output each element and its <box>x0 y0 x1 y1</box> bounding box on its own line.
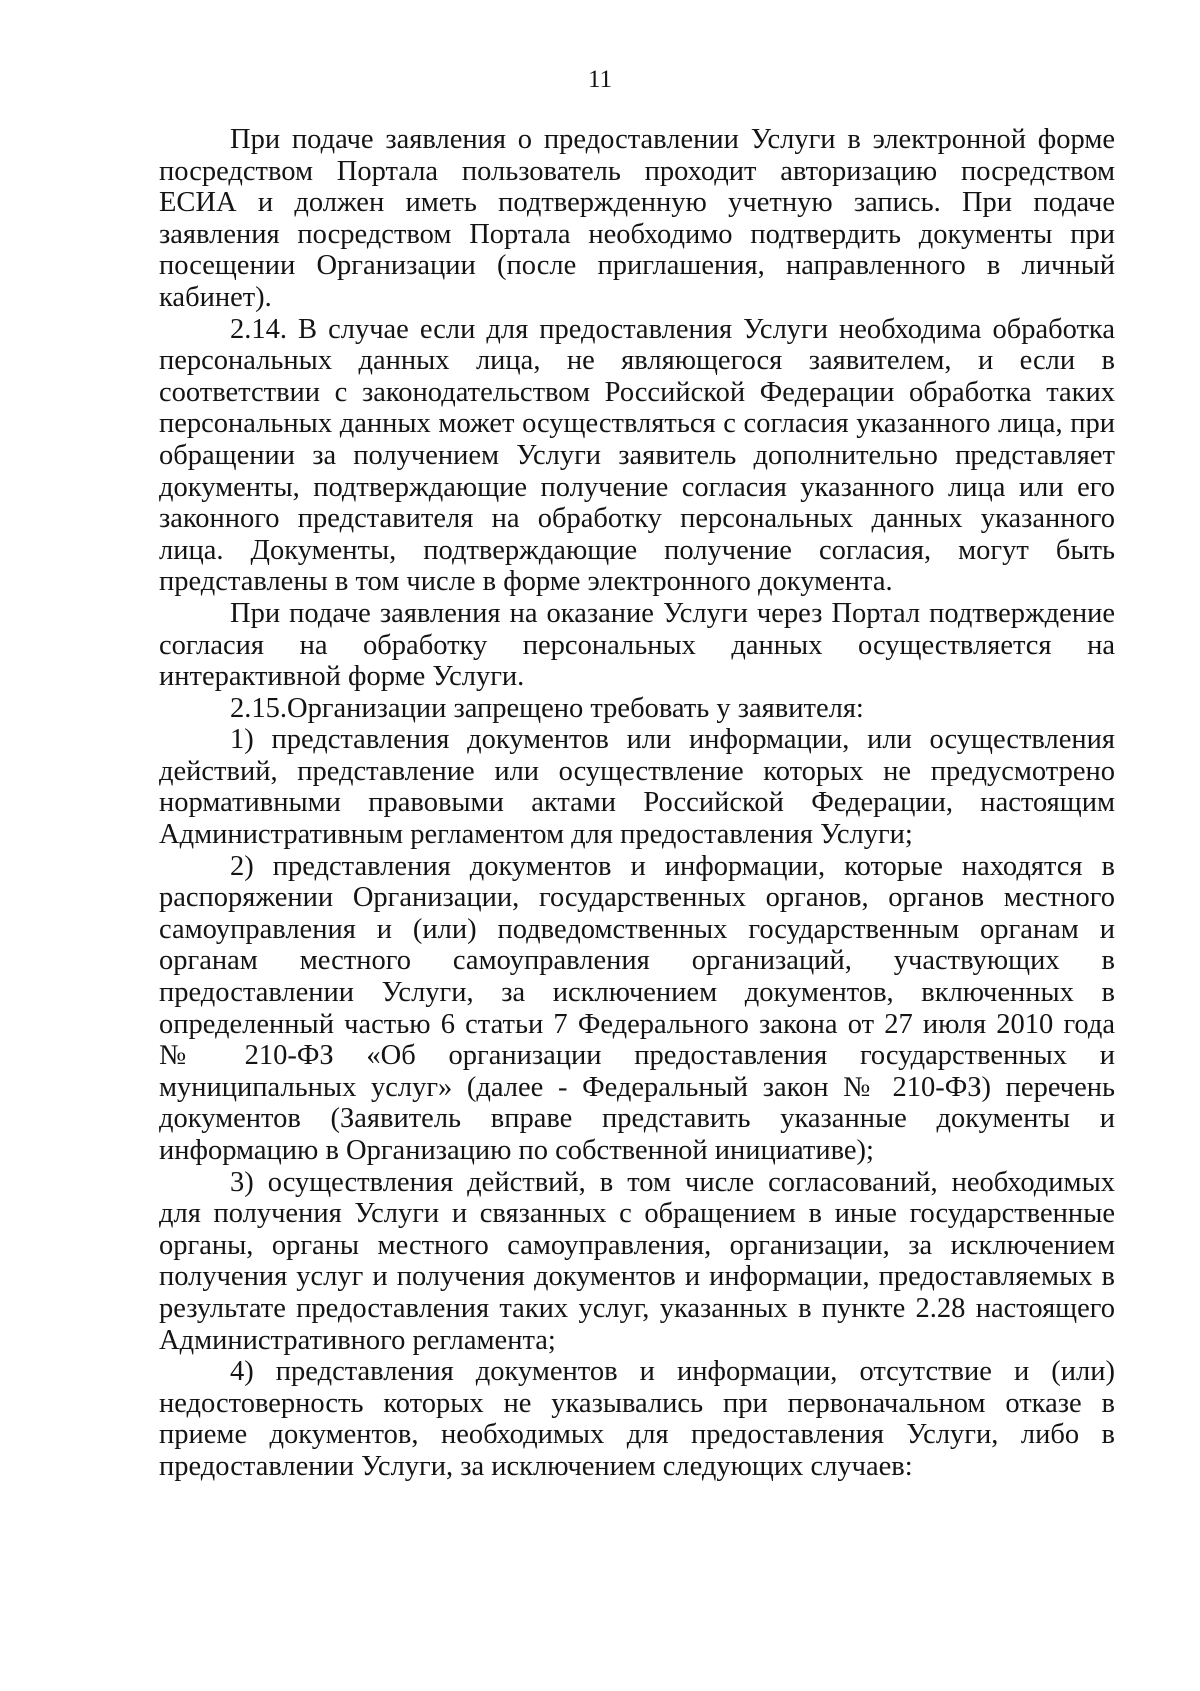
list-item-3: 3) осуществления действий, в том числе согласований, необходимых для получения Услуги и связанных с обращением в иные государственные органы, органы местного самоуправления, организации, за исключением получения услуг и получения документов и информации, предоставляемых в результате предоставления таких услуг, указанных в пункте 2.28 настоящего Административного регламента; <box>159 1166 1115 1356</box>
page-number: 11 <box>587 66 613 93</box>
list-item-2: 2) представления документов и информации, которые находятся в распоряжении Организации, государственных органов, органов местного самоуправления и (или) подведомственных государственным органам и органам местного самоуправления организаций, участвующих в предоставлении Услуги, за исключением документов, включенных в определенный частью 6 статьи 7 Федерального закона от 27 июля 2010 года № 210-ФЗ «Об организации предоставления государственных и муниципальных услуг» (далее - Федеральный закон № 210-ФЗ) перечень документов (Заявитель вправе представить указанные документы и информацию в Организацию по собственной инициативе); <box>159 850 1115 1166</box>
paragraph-esia-authorization: При подаче заявления о предоставлении Услуги в электронной форме посредством Портала пользователь проходит авторизацию посредством ЕСИА и должен иметь подтвержденную учетную запись. При подаче заявления посредством Портала необходимо подтвердить документы при посещении Организации (после приглашения, направленного в личный кабинет). <box>159 124 1115 313</box>
document-body <box>159 124 1115 1483</box>
paragraph-2-15: 2.15.Организации запрещено требовать у заявителя: <box>230 692 864 724</box>
paragraph-2-14: 2.14. В случае если для предоставления Услуги необходима обработка персональных данных лица, не являющегося заявителем, и если в соответствии с законодательством Российской Федерации обработка таких персональных данных может осуществляться с согласия указанного лица, при обращении за получением Услуги заявитель дополнительно представляет документы, подтверждающие получение согласия указанного лица или его законного представителя на обработку персональных данных указанного лица. Документы, подтверждающие получение согласия, могут быть представлены в том числе в форме электронного документа. <box>159 313 1115 598</box>
list-item-1: 1) представления документов или информации, или осуществления действий, представление или осуществление которых не предусмотрено нормативными правовыми актами Российской Федерации, настоящим Административным регламентом для предоставления Услуги; <box>159 724 1115 851</box>
paragraph-consent-portal: При подаче заявления на оказание Услуги через Портал подтверждение согласия на обработку персональных данных осуществляется на интерактивной форме Услуги. <box>159 597 1115 693</box>
list-item-4: 4) представления документов и информации, отсутствие и (или) недостоверность которых не указывались при первоначальном отказе в приеме документов, необходимых для предоставления Услуги, либо в предоставлении Услуги, за исключением следующих случаев: <box>159 1356 1115 1482</box>
